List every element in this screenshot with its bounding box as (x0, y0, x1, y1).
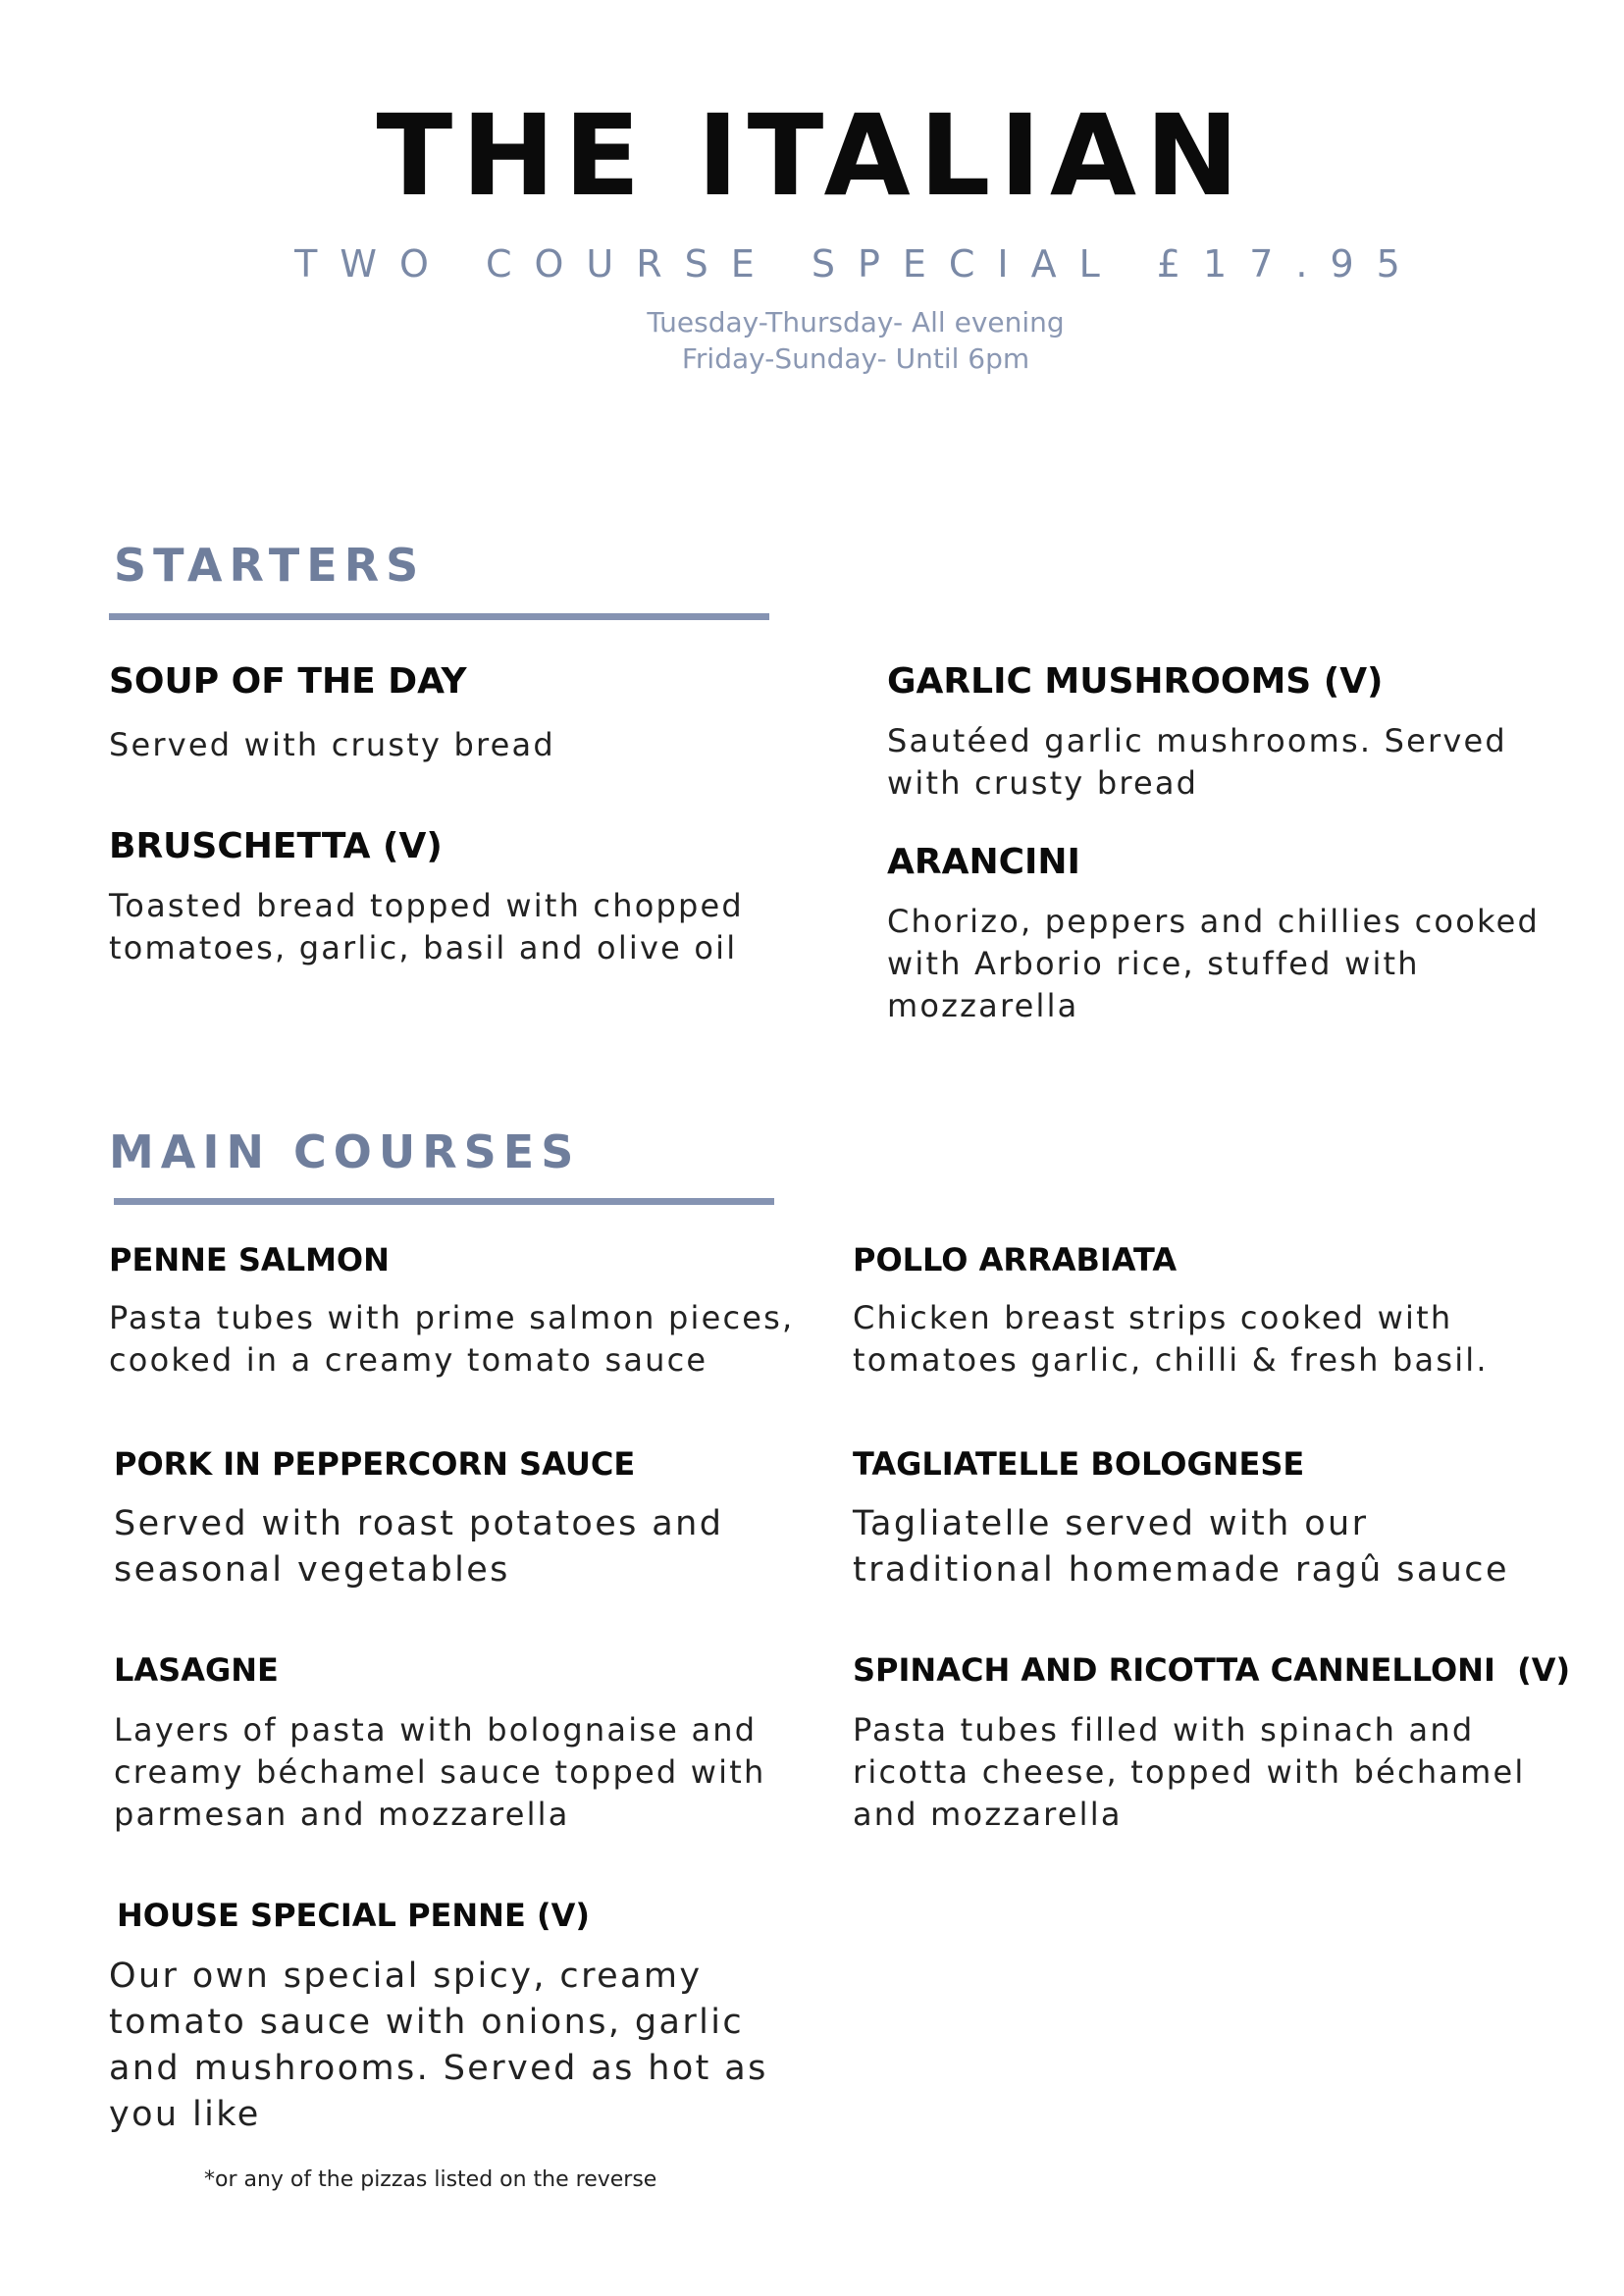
item-description: Served with roast potatoes and seasonal vegetables (114, 1504, 724, 1590)
main-courses-divider (114, 1198, 774, 1205)
item-description: Toasted bread topped with chopped tomatoes, garlic, basil and olive oil (109, 887, 744, 966)
item-description: Chorizo, peppers and chillies cooked with Arborio rice, stuffed with mozzarella (887, 903, 1540, 1024)
item-name: SPINACH AND RICOTTA CANNELLONI (V) (853, 1651, 1571, 1689)
item-name: GARLIC MUSHROOMS (V) (887, 661, 1384, 702)
item-description: Layers of pasta with bolognaise and creamy béchamel sauce topped with parmesan and mozzarella (114, 1711, 766, 1833)
starters-heading: STARTERS (114, 539, 426, 592)
hours-line-weekend: Friday-Sunday- Until 6pm (681, 342, 1030, 375)
item-description: Pasta tubes filled with spinach and ricotta cheese, topped with béchamel and mozzarella (853, 1711, 1526, 1833)
item-description: Pasta tubes with prime salmon pieces, cooked in a creamy tomato sauce (109, 1299, 795, 1379)
item-name: HOUSE SPECIAL PENNE (V) (117, 1897, 590, 1934)
item-description: Chicken breast strips cooked with tomatoes garlic, chilli & fresh basil. (853, 1299, 1489, 1379)
item-name: SOUP OF THE DAY (109, 661, 467, 702)
item-name: PENNE SALMON (109, 1241, 390, 1278)
item-description: Sautéed garlic mushrooms. Served with crusty bread (887, 722, 1507, 802)
item-description: Tagliatelle served with our traditional homemade ragû sauce (853, 1504, 1509, 1590)
item-name: POLLO ARRABIATA (853, 1241, 1178, 1278)
item-name: LASAGNE (114, 1651, 279, 1689)
item-name: ARANCINI (887, 842, 1080, 882)
item-name: PORK IN PEPPERCORN SAUCE (114, 1445, 636, 1483)
main-courses-heading: MAIN COURSES (109, 1125, 581, 1178)
special-offer-subtitle: TWO COURSE SPECIAL £17.95 (294, 242, 1423, 286)
page-title: THE ITALIAN (376, 90, 1248, 221)
item-description: Served with crusty bread (109, 726, 555, 763)
starters-divider (109, 613, 769, 620)
item-name: TAGLIATELLE BOLOGNESE (853, 1445, 1305, 1483)
item-description: Our own special spicy, creamy tomato sauce with onions, garlic and mushrooms. Served as hot as you like (109, 1957, 768, 2134)
hours-line-weekday: Tuesday-Thursday- All evening (647, 306, 1065, 339)
item-name: BRUSCHETTA (V) (109, 826, 443, 866)
footnote: *or any of the pizzas listed on the reverse (204, 2167, 657, 2192)
